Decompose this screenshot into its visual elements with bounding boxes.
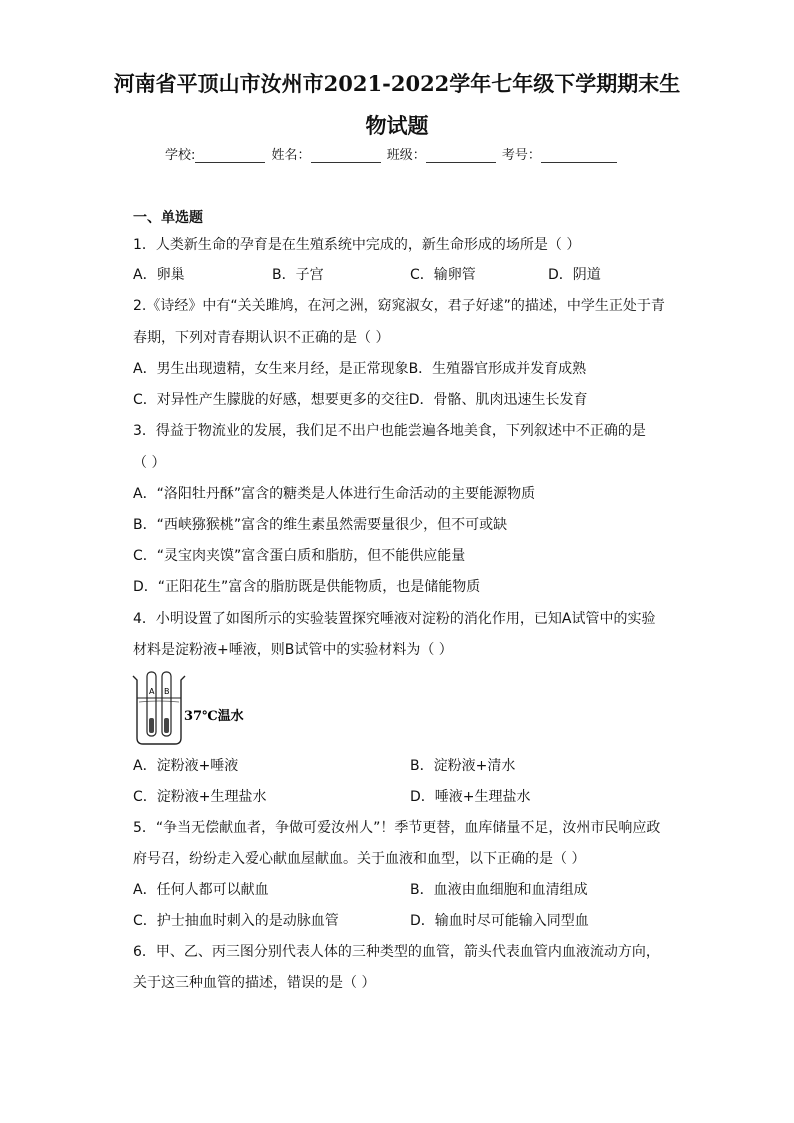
section-heading: 一、单选题 [133,210,203,226]
q1-option-c[interactable]: C．输卵管 [410,267,476,283]
q5-stem-line1: 5．“争当无偿献血者，争做可爱汝州人”！季节更替，血库储量不足，汝州市民响应政 [133,820,661,836]
name-label: 姓名： [271,148,311,163]
q2-options-cd[interactable]: C．对异性产生朦胧的好感，想要更多的交往D．骨骼、肌肉迅速生长发育 [133,392,588,408]
class-label: 班级： [386,148,426,163]
name-blank[interactable] [311,148,381,163]
exam-title-line1: 河南省平顶山市汝州市2021-2022学年七年级下学期期末生 [113,71,681,96]
q2-stem-line2: 春期，下列对青春期认识不正确的是（ ） [133,330,390,346]
q3-option-b[interactable]: B．“西峡猕猴桃”富含的维生素虽然需要量很少，但不可或缺 [133,517,508,533]
q3-option-c[interactable]: C．“灵宝肉夹馍”富含蛋白质和脂肪，但不能供应能量 [133,548,466,564]
school-label: 学校: [165,148,196,163]
q4-option-c[interactable]: C．淀粉液+生理盐水 [133,789,267,805]
q1-option-b[interactable]: B．子宫 [272,267,324,283]
q6-stem-line1: 6．甲、乙、丙三图分别代表人体的三种类型的血管，箭头代表血管内血液流动方向， [133,944,660,960]
q2-options-ab[interactable]: A．男生出现遗精，女生来月经，是正常现象B．生殖器官形成并发育成熟 [133,361,587,377]
beaker-outline [133,676,185,744]
q3-option-a[interactable]: A．“洛阳牡丹酥”富含的糖类是人体进行生命活动的主要能源物质 [133,486,536,502]
exam-title-line2: 物试题 [365,113,429,138]
class-blank[interactable] [426,148,496,163]
q5-option-a[interactable]: A．任何人都可以献血 [133,882,269,898]
water-temperature-label: 37℃温水 [184,709,244,724]
q5-option-d[interactable]: D．输血时尽可能输入同型血 [410,913,589,929]
q6-stem-line2: 关于这三种血管的描述，错误的是（ ） [133,975,376,991]
q4-stem-line1: 4．小明设置了如图所示的实验装置探究唾液对淀粉的消化作用，已知A试管中的实验 [133,611,656,627]
water-ripple [139,701,179,702]
tube-a-label: A [149,687,155,696]
experiment-beaker-figure [131,668,271,746]
q4-option-a[interactable]: A．淀粉液+唾液 [133,758,239,774]
student-info-row [165,144,619,163]
q4-stem-line2: 材料是淀粉液+唾液，则B试管中的实验材料为（ ） [133,642,453,658]
q1-stem: 1．人类新生命的孕育是在生殖系统中完成的，新生命形成的场所是（ ） [133,237,581,253]
q2-stem-line1: 2.《诗经》中有“关关雎鸠，在河之洲，窈窕淑女，君子好逑”的描述，中学生正处于青 [133,298,665,314]
q3-stem-line1: 3．得益于物流业的发展，我们足不出户也能尝遍各地美食，下列叙述中不正确的是 [133,423,646,439]
q4-option-d[interactable]: D．唾液+生理盐水 [410,789,531,805]
q5-option-b[interactable]: B．血液由血细胞和血清组成 [410,882,588,898]
number-blank[interactable] [541,148,617,163]
number-label: 考号： [501,148,541,163]
q3-stem-line2: （ ） [133,455,166,471]
school-blank[interactable] [195,148,265,163]
q1-option-a[interactable]: A．卵巢 [133,267,185,283]
q5-option-c[interactable]: C．护士抽血时刺入的是动脉血管 [133,913,339,929]
q5-stem-line2: 府号召，纷纷走入爱心献血屋献血。关于血液和血型，以下正确的是（ ） [133,851,586,867]
tube-b-label: B [164,687,170,696]
tube-a-liquid [149,718,154,733]
q4-option-b[interactable]: B．淀粉液+清水 [410,758,516,774]
q3-option-d[interactable]: D．“正阳花生”富含的脂肪既是供能物质，也是储能物质 [133,579,481,595]
q1-option-d[interactable]: D．阴道 [548,267,601,283]
tube-b-liquid [164,718,169,733]
